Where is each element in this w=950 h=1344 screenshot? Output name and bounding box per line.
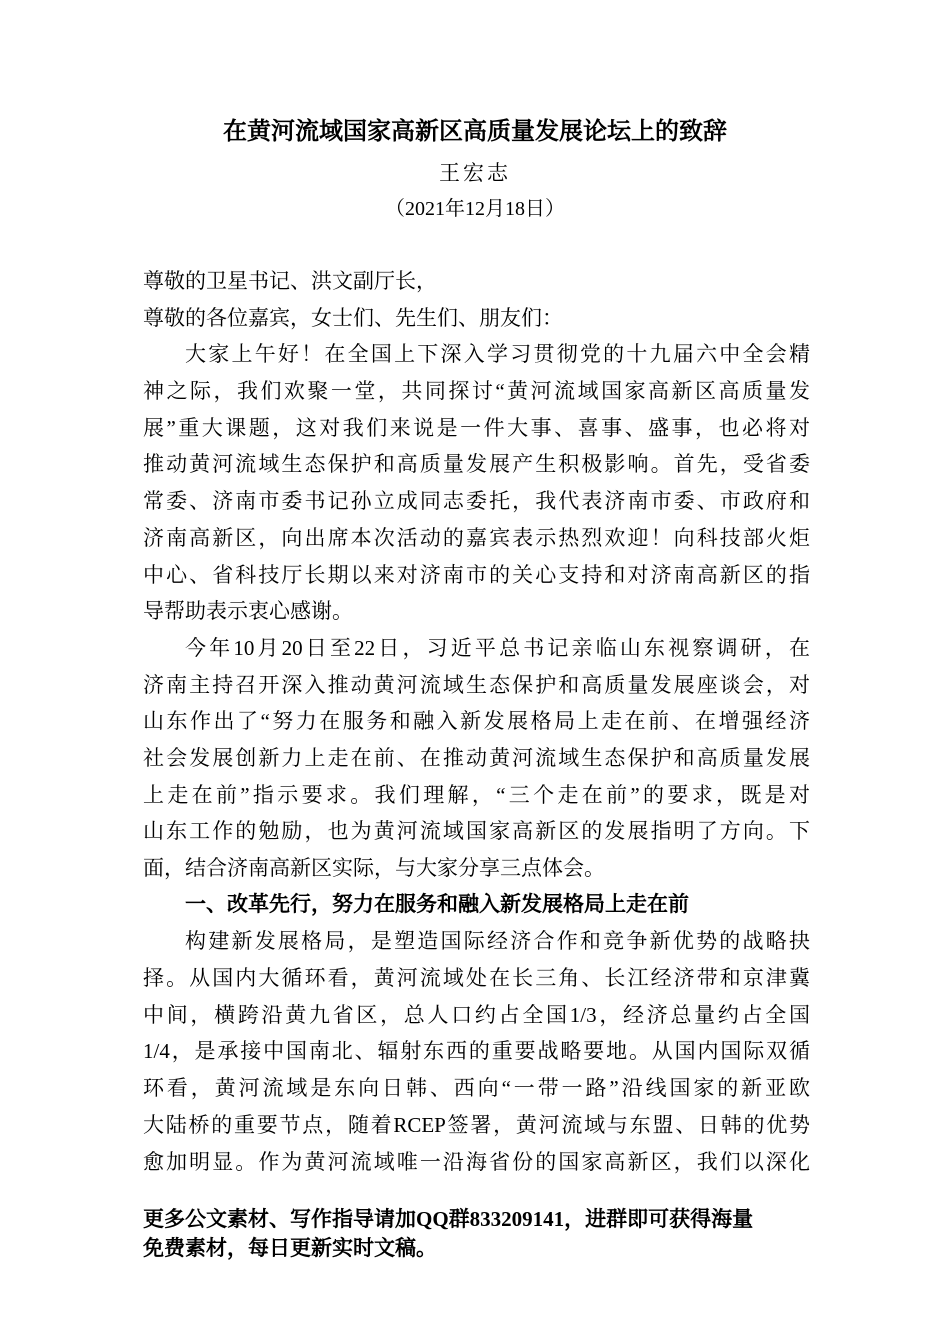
text-line: 今年10月20日至22日，习近平总书记亲临山东视察调研，在 (185, 635, 810, 660)
footer-line: 免费素材，每日更新实时文稿。 (143, 1236, 437, 1260)
text-line: 导帮助表示衷心感谢。 (143, 599, 353, 624)
text-line: 社会发展创新力上走在前、在推动黄河流域生态保护和高质量发展 (143, 745, 810, 770)
text-line: 尊敬的卫星书记、洪文副厅长， (143, 269, 437, 293)
text-line: 愈加明显。作为黄河流域唯一沿海省份的国家高新区，我们以深化 (143, 1149, 810, 1174)
text-line: 山东作出了“努力在服务和融入新发展格局上走在前、在增强经济 (143, 709, 810, 734)
text-line: 神之际，我们欢聚一堂，共同探讨“黄河流域国家高新区高质量发 (143, 379, 810, 404)
text-line: 中心、省科技厅长期以来对济南市的关心支持和对济南高新区的指 (143, 562, 810, 587)
text-line: 展”重大课题，这对我们来说是一件大事、喜事、盛事，也必将对 (143, 415, 810, 440)
text-line: 上走在前”指示要求。我们理解，“三个走在前”的要求，既是对 (143, 782, 810, 807)
document-body (143, 263, 810, 1180)
footer-notice (143, 1205, 818, 1263)
text-line: 大家上午好！在全国上下深入学习贯彻党的十九届六中全会精 (185, 342, 810, 367)
text-line: 面，结合济南高新区实际，与大家分享三点体会。 (143, 856, 605, 880)
text-line: 尊敬的各位嘉宾，女士们、先生们、朋友们： (143, 305, 563, 330)
text-line: 山东工作的勉励，也为黄河流域国家高新区的发展指明了方向。下 (143, 819, 810, 844)
footer-line: 更多公文素材、写作指导请加QQ群833209141，进群即可获得海量 (143, 1207, 754, 1231)
text-line: 构建新发展格局，是塑造国际经济合作和竞争新优势的战略抉 (185, 929, 810, 954)
text-line: 常委、济南市委书记孙立成同志委托，我代表济南市委、市政府和 (143, 489, 810, 514)
text-line: 大陆桥的重要节点，随着RCEP签署，黄河流域与东盟、日韩的优势 (143, 1112, 810, 1137)
document-author: 王宏志 (439, 161, 511, 185)
text-line: 济南高新区，向出席本次活动的嘉宾表示热烈欢迎！向科技部火炬 (143, 525, 810, 550)
text-line: 济南主持召开深入推动黄河流域生态保护和高质量发展座谈会，对 (143, 672, 810, 697)
text-line: 推动黄河流域生态保护和高质量发展产生积极影响。首先，受省委 (143, 452, 810, 477)
text-line: 一、改革先行，努力在服务和融入新发展格局上走在前 (185, 892, 689, 916)
text-line: 择。从国内大循环看，黄河流域处在长三角、长江经济带和京津冀 (143, 966, 810, 991)
text-line: 中间，横跨沿黄九省区，总人口约占全国1/3，经济总量约占全国 (143, 1002, 810, 1027)
text-line: 环看，黄河流域是东向日韩、西向“一带一路”沿线国家的新亚欧 (143, 1076, 810, 1101)
text-line: 1/4，是承接中国南北、辐射东西的重要战略要地。从国内国际双循 (143, 1039, 810, 1064)
document-date: （2021年12月18日） (385, 198, 565, 220)
document-title: 在黄河流域国家高新区高质量发展论坛上的致辞 (223, 119, 727, 145)
